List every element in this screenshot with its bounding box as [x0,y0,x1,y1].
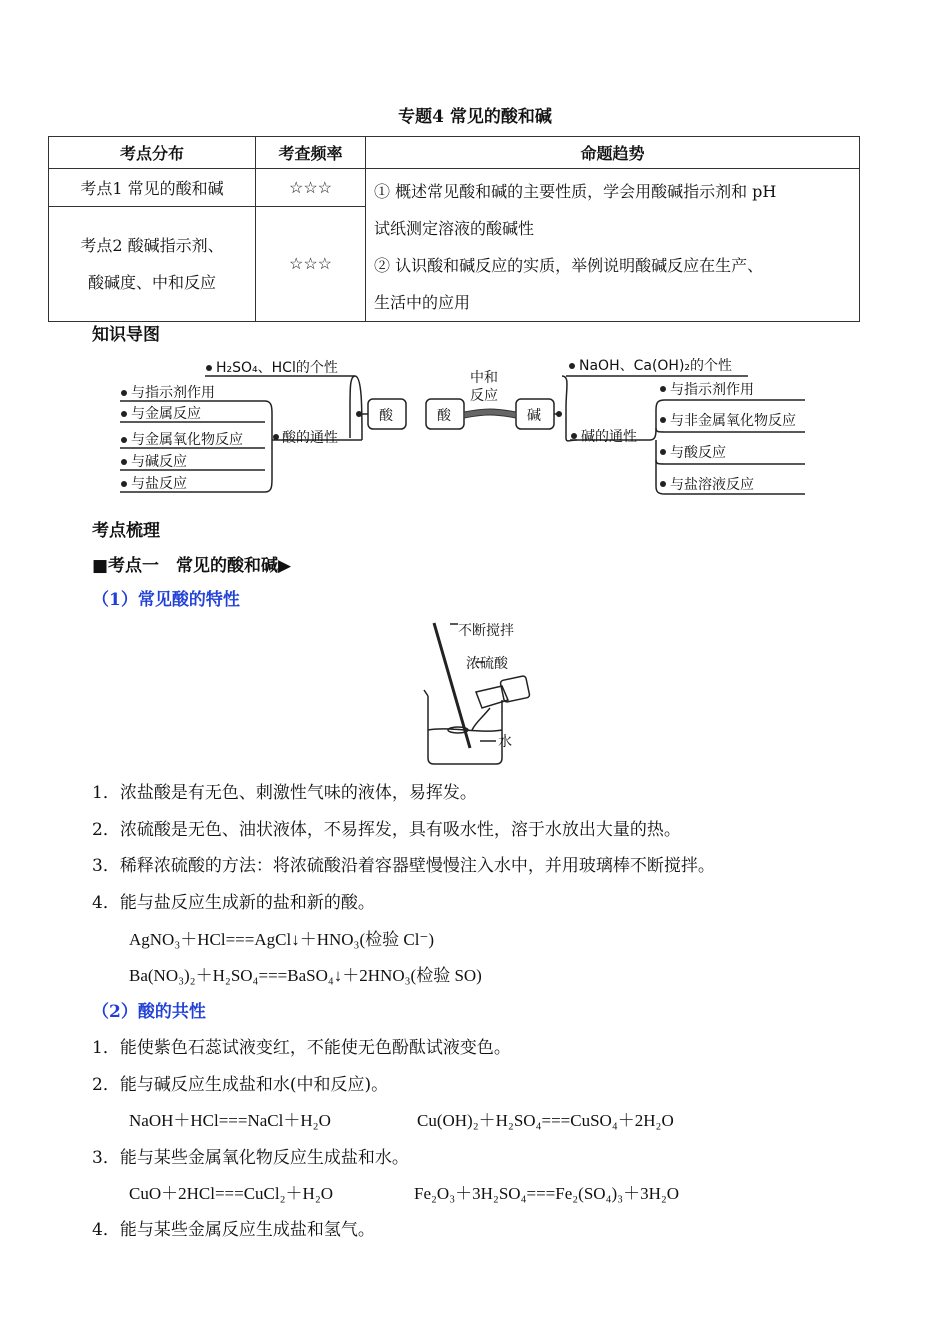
base-branch-item: 与盐溶液反应 [670,477,754,493]
acid-box-label: 酸 [379,408,393,424]
dilution-figure [410,618,550,766]
table-row [49,169,860,207]
mindmap-heading: 知识导图 [92,325,160,345]
list-item: 2．浓硫酸是无色、油状液体，不易挥发，具有吸水性，溶于水放出大量的热。 [92,820,681,840]
acid-branch-item: 与盐反应 [131,476,187,492]
trend-line: 试纸测定溶液的酸碱性 [374,219,535,238]
figure-label-stir: 不断搅拌 [458,623,514,639]
bracket-line [562,376,577,441]
table-header: 考点分布 [49,137,256,169]
acid-box-label: 酸 [437,408,451,424]
list-item: 3．稀释浓硫酸的方法：将浓硫酸沿着容器壁慢慢注入水中，并用玻璃棒不断搅拌。 [92,856,715,876]
equation: CuO＋2HCl===CuCl₂＋H₂O [129,1184,334,1203]
acid-branch-item: 与碱反应 [131,454,187,470]
table-header: 考查频率 [256,137,366,169]
subsection-heading: （2）酸的共性 [92,1002,206,1022]
table-cell: 考点1 常见的酸和碱 [49,169,256,207]
section-heading: 考点梳理 [92,521,160,541]
acid-common-label: 酸的通性 [282,430,338,446]
neutralization-label: 中和 [470,370,498,386]
exam-summary-table [48,136,860,322]
list-item: 2．能与碱反应生成盐和水(中和反应)。 [92,1075,389,1095]
acid-branch-item: 与金属氧化物反应 [131,432,243,448]
table-cell: ☆☆☆ [256,206,366,321]
page-title: 专题4 常见的酸和碱 [398,107,552,127]
knowledge-mindmap [100,348,840,500]
subsection-heading: （1）常见酸的特性 [92,590,240,610]
table-cell: ☆☆☆ [256,169,366,207]
figure-label-water: 水 [498,734,512,750]
figure-label-acid: 浓硫酸 [466,656,508,672]
equation: Cu(OH)₂＋H₂SO₄===CuSO₄＋2H₂O [417,1111,674,1130]
equation: NaOH＋HCl===NaCl＋H₂O [129,1111,331,1130]
table-cell-line: 考点2 酸碱指示剂、 [80,235,224,255]
table-cell [49,206,256,321]
bracket-line [265,401,272,492]
bracket-line [350,376,355,438]
list-item: 4．能与盐反应生成新的盐和新的酸。 [92,893,375,913]
base-branch-item: 与非金属氧化物反应 [670,413,796,429]
table-cell-line: 酸碱度、中和反应 [87,272,216,292]
base-individual-label: NaOH、Ca(OH)₂的个性 [579,358,733,374]
trend-cell [366,169,860,322]
table-header-row [49,137,860,169]
list-item: 1．浓盐酸是有无色、刺激性气味的液体，易挥发。 [92,783,477,803]
acid-individual-label: H₂SO₄、HCl的个性 [216,360,338,376]
base-branch-item: 与酸反应 [670,445,726,461]
acid-branch-item: 与金属反应 [131,406,201,422]
neutralization-band [464,409,516,418]
base-common-label: 碱的通性 [581,429,637,445]
equation: Ba(NO₃)₂＋H₂SO₄===BaSO₄↓＋2HNO₃(检验 SO) [129,966,482,985]
point-heading: ■考点一 常见的酸和碱▶ [92,556,292,576]
list-item: 4．能与某些金属反应生成盐和氢气。 [92,1220,375,1240]
equation: AgNO₃＋HCl===AgCl↓＋HNO₃(检验 Cl⁻) [129,930,435,949]
base-box-label: 碱 [527,408,541,424]
base-branch-item: 与指示剂作用 [670,382,754,398]
acid-bottle-icon [500,676,530,703]
trend-line: ① 概述常见酸和碱的主要性质，学会用酸碱指示剂和 pH [374,182,777,201]
trend-line: ② 认识酸和碱反应的实质，举例说明酸碱反应在生产、 [374,256,764,275]
table-header: 命题趋势 [366,137,860,169]
neutralization-label: 反应 [470,388,498,404]
equation: Fe₂O₃＋3H₂SO₄===Fe₂(SO₄)₃＋3H₂O [414,1184,680,1203]
trend-line: 生活中的应用 [374,293,471,312]
list-item: 1．能使紫色石蕊试液变红，不能使无色酚酞试液变色。 [92,1038,511,1058]
list-item: 3．能与某些金属氧化物反应生成盐和水。 [92,1148,409,1168]
acid-branch-item: 与指示剂作用 [131,385,215,401]
